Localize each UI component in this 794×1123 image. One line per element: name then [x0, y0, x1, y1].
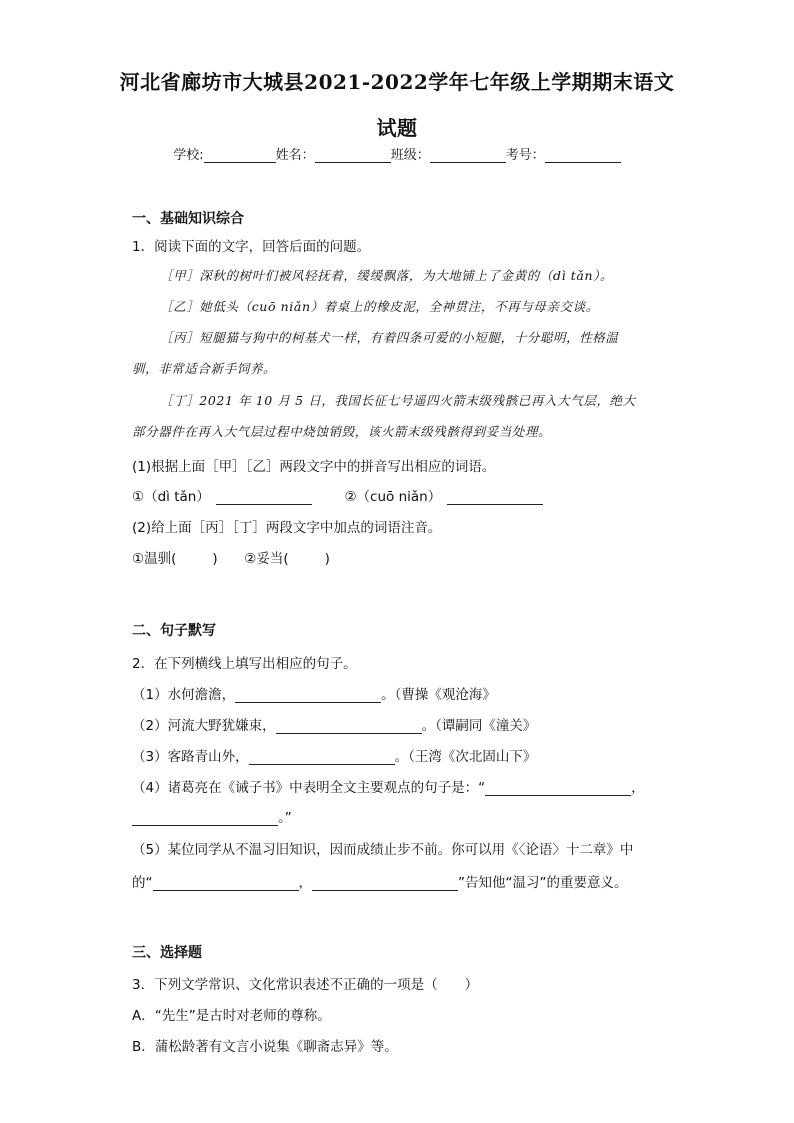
pinyin-a-close: ) — [212, 551, 218, 567]
class-field[interactable] — [430, 148, 506, 163]
question1-stem: 1．阅读下面的文字，回答后面的问题。 — [132, 239, 371, 255]
passage-ding-line2: 部分器件在再入大气层过程中烧蚀销毁，该火箭末级残骸得到妥当处理。 — [132, 424, 552, 439]
pinyin-a-label: ①温驯( — [132, 551, 177, 567]
name-field[interactable] — [315, 148, 391, 163]
question3-stem: 3．下列文学常识、文化常识表述不正确的一项是（ ） — [132, 977, 479, 993]
student-info-row — [0, 144, 794, 163]
dictation-item-5-line1: （5）某位同学从不温习旧知识，因而成绩止步不前。你可以用《〈论语〉十二章》中 — [132, 842, 634, 858]
item4-blank-1[interactable] — [485, 781, 631, 796]
item4-prefix: （4）诸葛亮在《诫子书》中表明全文主要观点的句子是：“ — [132, 780, 486, 796]
item3-source: 。（王湾《次北固山下》 — [394, 749, 537, 765]
id-label: 考号： — [505, 148, 545, 163]
option-a[interactable]: A．“先生”是古时对老师的尊称。 — [132, 1008, 331, 1024]
school-field[interactable] — [204, 148, 276, 163]
id-field[interactable] — [545, 148, 621, 163]
dictation-item-5-line2 — [132, 871, 627, 891]
subquestion1-answers — [132, 485, 543, 505]
dictation-item-1 — [132, 683, 496, 703]
section1-heading: 一、基础知识综合 — [132, 211, 244, 227]
passage-bing-line1: ［丙］短腿猫与狗中的柯基犬一样，有着四条可爱的小短腿，十分聪明，性格温 — [160, 330, 619, 345]
passage-bing-line2: 驯，非常适合新手饲养。 — [132, 361, 277, 376]
pinyin-b-close: ) — [324, 551, 330, 567]
item2-source: 。（谭嗣同《潼关》 — [421, 718, 537, 734]
item5-comma: ， — [298, 875, 312, 891]
dictation-item-4-cont — [132, 806, 292, 826]
subquestion1-stem: (1)根据上面［甲］［乙］两段文字中的拼音写出相应的词语。 — [132, 459, 496, 475]
item3-prefix: （3）客路青山外， — [132, 749, 249, 765]
class-label: 班级： — [390, 148, 430, 163]
dictation-item-3 — [132, 745, 536, 765]
passage-jia: ［甲］深秋的树叶们被风轻抚着，缓缓飘落，为大地铺上了金黄的（dì tǎn）。 — [160, 268, 614, 283]
school-label: 学校: — [173, 148, 204, 163]
item5-blank-2[interactable] — [312, 876, 458, 891]
option-b[interactable]: B．蒲松龄著有文言小说集《聊斋志异》等。 — [132, 1039, 398, 1055]
dictation-item-4 — [132, 776, 645, 796]
item1-source: 。（曹操《观沧海》 — [381, 687, 496, 703]
item4-end: 。” — [278, 810, 292, 826]
pinyin-b-label: ②妥当( — [244, 551, 289, 567]
subquestion2-answers — [132, 547, 330, 567]
item1-prefix: （1）水何澹澹， — [132, 687, 236, 703]
exam-title-line1: 河北省廊坊市大城县2021-2022学年七年级上学期期末语文 — [119, 70, 675, 94]
section2-heading: 二、句子默写 — [132, 623, 216, 639]
item4-comma: ， — [631, 780, 645, 796]
answer-b-label: ②（cuō niǎn） — [344, 489, 442, 505]
passage-yi: ［乙］她低头（cuō niǎn）着桌上的橡皮泥，全神贯注，不再与母亲交谈。 — [160, 299, 599, 314]
exam-title-line2: 试题 — [376, 116, 418, 140]
item5-suffix: ”告知他“温习”的重要意义。 — [458, 875, 628, 891]
question2-stem: 2．在下列横线上填写出相应的句子。 — [132, 656, 357, 672]
answer-b-blank[interactable] — [447, 490, 543, 505]
item5-prefix: 的“ — [132, 875, 153, 891]
passage-ding-line1: ［丁］2021 年 10 月 5 日，我国长征七号遥四火箭末级残骸已再入大气层，绝大 — [160, 393, 636, 408]
name-label: 姓名： — [275, 148, 315, 163]
subquestion2-stem: (2)给上面［丙］［丁］两段文字中加点的词语注音。 — [132, 520, 442, 536]
answer-a-label: ①（dì tǎn） — [132, 489, 210, 505]
dictation-item-2 — [132, 714, 536, 734]
item2-blank[interactable] — [276, 719, 422, 734]
item1-blank[interactable] — [235, 688, 381, 703]
section3-heading: 三、选择题 — [132, 945, 202, 961]
item4-blank-2[interactable] — [132, 811, 278, 826]
item3-blank[interactable] — [249, 750, 395, 765]
item2-prefix: （2）河流大野犹嫌束， — [132, 718, 276, 734]
item5-blank-1[interactable] — [153, 876, 299, 891]
answer-a-blank[interactable] — [216, 490, 312, 505]
